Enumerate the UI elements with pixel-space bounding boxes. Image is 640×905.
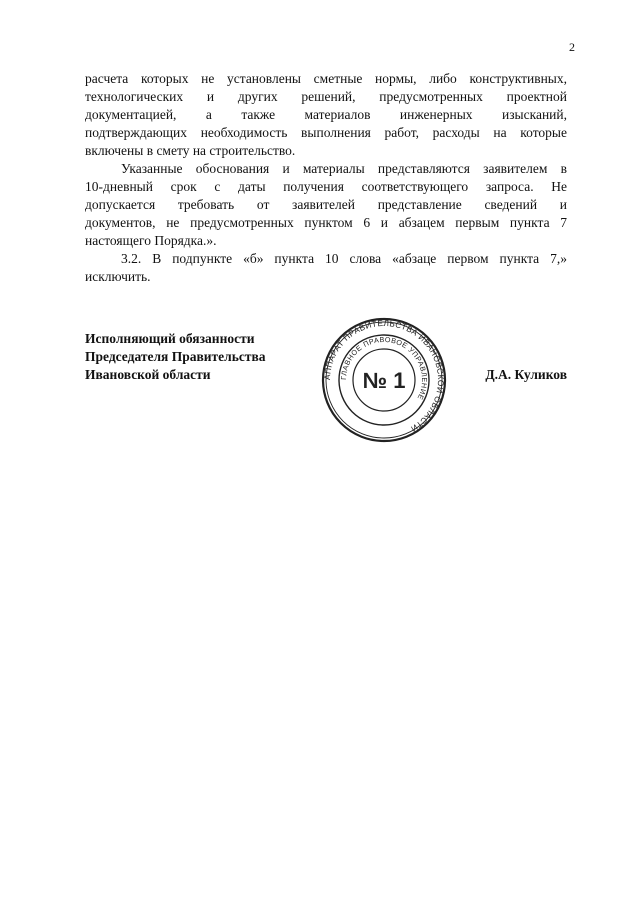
page-number: 2 [569, 40, 575, 54]
signatory-line: Председателя Правительства [85, 349, 266, 364]
signatory-line: Ивановской области [85, 367, 211, 382]
text-line: подтверждающих необходимость выполнения работ, расходы на которые [85, 125, 567, 140]
text-line: документацией, а также материалов инженерных изысканий, [85, 107, 567, 122]
paragraph-2 [85, 160, 567, 250]
text-line: допускается требовать от заявителей представление сведений и [85, 197, 567, 212]
official-stamp [321, 317, 447, 443]
text-line: технологических и других решений, предусмотренных проектной [85, 89, 567, 104]
stamp-inner-text: ГЛАВНОЕ ПРАВОВОЕ УПРАВЛЕНИЕ [338, 334, 430, 402]
text-line: 10-дневный срок с даты получения соответствующего запроса. Не [85, 179, 567, 194]
paragraph-1 [85, 70, 567, 160]
document-body [85, 70, 567, 286]
text-line: расчета которых не установлены сметные нормы, либо конструктивных, [85, 71, 567, 86]
signatory-position [85, 330, 266, 384]
stamp-outer-text: АППАРАТ ПРАВИТЕЛЬСТВА ИВАНОВСКОЙ ОБЛАСТИ [321, 317, 447, 435]
signatory-line: Исполняющий обязанности [85, 331, 255, 346]
text-line: 3.2. В подпункте «б» пункта 10 слова «абзаце первом пункта 7,» [121, 251, 567, 266]
paragraph-3 [85, 250, 567, 286]
text-line: Указанные обоснования и материалы представляются заявителем в [121, 161, 567, 176]
stamp-center-number: № 1 [362, 368, 406, 393]
text-line: документов, не предусмотренных пунктом 6 и абзацем первым пункта 7 [85, 215, 567, 230]
text-line: исключить. [85, 269, 151, 284]
text-line: настоящего Порядка.». [85, 233, 217, 248]
signer-name: Д.А. Куликов [485, 367, 567, 382]
text-line: включены в смету на строительство. [85, 143, 296, 158]
